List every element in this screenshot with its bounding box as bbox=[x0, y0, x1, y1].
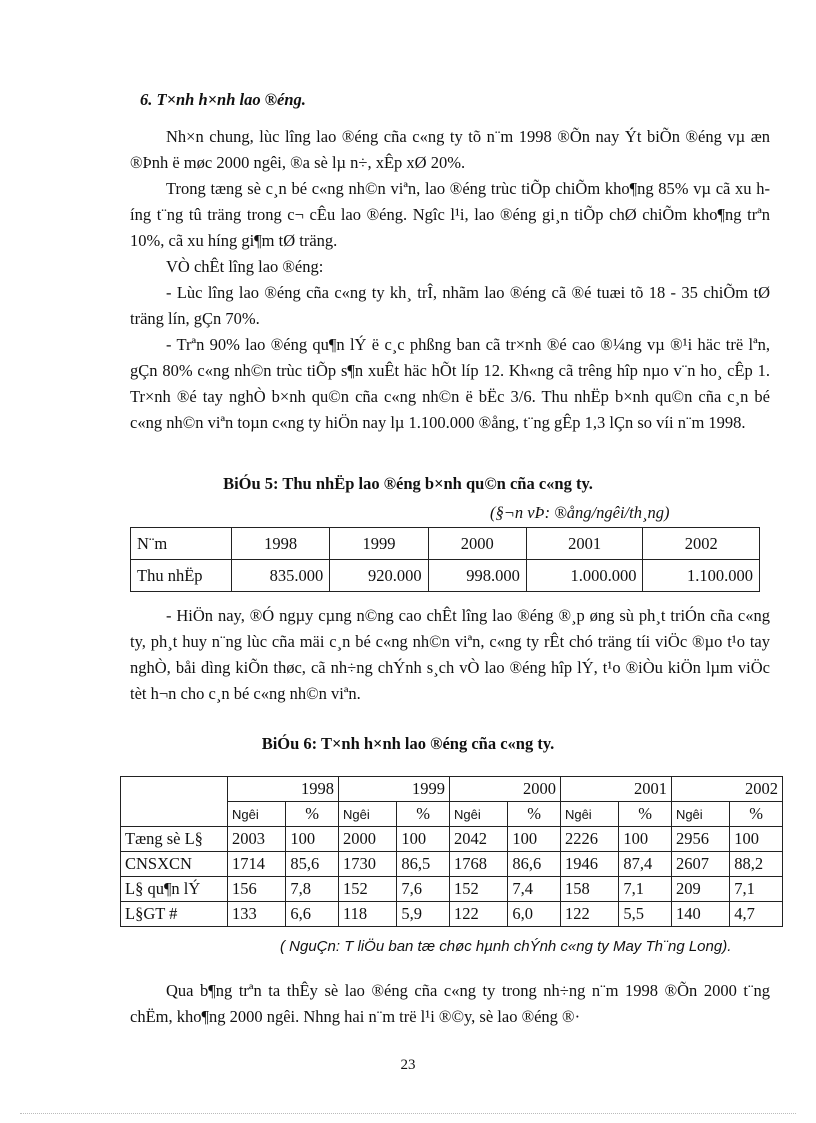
percent-subheader: % bbox=[397, 802, 450, 827]
data-cell: 2226 bbox=[560, 827, 618, 852]
income-cell: 1.000.000 bbox=[526, 560, 643, 592]
row-header-income: Thu nhËp bbox=[131, 560, 232, 592]
data-cell: 2607 bbox=[671, 852, 729, 877]
data-cell: 85,6 bbox=[286, 852, 339, 877]
table-row bbox=[121, 902, 783, 927]
table-row bbox=[121, 877, 783, 902]
data-cell: 152 bbox=[449, 877, 507, 902]
data-cell: 88,2 bbox=[730, 852, 783, 877]
data-cell: 122 bbox=[560, 902, 618, 927]
income-cell: 835.000 bbox=[232, 560, 330, 592]
year-cell: 2002 bbox=[671, 777, 782, 802]
table-row bbox=[131, 528, 760, 560]
income-cell: 998.000 bbox=[428, 560, 526, 592]
people-subheader: Ngêi bbox=[338, 802, 396, 827]
year-cell: 2000 bbox=[449, 777, 560, 802]
table-row bbox=[121, 777, 783, 802]
page-number: 23 bbox=[400, 1057, 416, 1073]
income-table bbox=[130, 527, 760, 592]
people-subheader: Ngêi bbox=[228, 802, 286, 827]
data-cell: 1714 bbox=[228, 852, 286, 877]
paragraph-7: Qua b¶ng trªn ta thÊy sè lao ®éng cña c«ng ty trong nh÷ng n¨m 1998 ®Õn 2000 t¨ng chËm, kho¶ng 2000 ngêi. Nhng hai n¨m trë l¹i ®©y, sè lao ®éng ®· bbox=[130, 981, 770, 1026]
data-cell: 7,4 bbox=[508, 877, 561, 902]
paragraph-2: Trong tæng sè c¸n bé c«ng nh©n viªn, lao ®éng trùc tiÕp chiÕm kho¶ng 85% vµ cã xu híng t¨ng tû träng trong c¬ cÊu lao ®éng. Ngîc l¹i, lao ®éng gi¸n tiÕp chØ chiÕm kho¶ng trªn 10%, cã xu híng gi¶m tØ träng. bbox=[130, 179, 770, 250]
paragraph-6: - HiÖn nay, ®Ó ngµy cµng n©ng cao chÊt lîng lao ®éng ®¸p øng sù ph¸t triÓn cña c«ng ty, ph¸t huy n¨ng lùc cña mäi c¸n bé c«ng nh©n viªn, c«ng ty rÊt chó träng tíi viÖc ®µo t¹o tay nghÒ, båi dìng kiÕn thøc, cã nh÷ng chÝnh s¸ch vÒ lao ®éng hîp lÝ, t¹o ®iÒu kiÖn lµm viÖc tèt h¬n cho c¸n bé c«ng nh©n viªn. bbox=[130, 606, 770, 703]
income-cell: 920.000 bbox=[330, 560, 428, 592]
data-cell: 86,6 bbox=[508, 852, 561, 877]
percent-subheader: % bbox=[730, 802, 783, 827]
labor-table bbox=[120, 776, 783, 927]
data-cell: 7,8 bbox=[286, 877, 339, 902]
year-cell: 2001 bbox=[526, 528, 643, 560]
data-cell: 7,6 bbox=[397, 877, 450, 902]
year-cell: 1999 bbox=[330, 528, 428, 560]
year-cell: 1998 bbox=[232, 528, 330, 560]
data-cell: 140 bbox=[671, 902, 729, 927]
data-cell: 100 bbox=[286, 827, 339, 852]
data-cell: 122 bbox=[449, 902, 507, 927]
data-cell: 158 bbox=[560, 877, 618, 902]
data-cell: 1730 bbox=[338, 852, 396, 877]
data-cell: 2003 bbox=[228, 827, 286, 852]
data-cell: 100 bbox=[397, 827, 450, 852]
row-label: Tæng sè L§ bbox=[121, 827, 228, 852]
data-cell: 2000 bbox=[338, 827, 396, 852]
data-cell: 6,0 bbox=[508, 902, 561, 927]
year-cell: 2002 bbox=[643, 528, 760, 560]
paragraph-3: VÒ chÊt lîng lao ®éng: bbox=[166, 257, 324, 276]
data-cell: 4,7 bbox=[730, 902, 783, 927]
corner-cell bbox=[121, 777, 228, 827]
data-cell: 7,1 bbox=[619, 877, 672, 902]
data-cell: 100 bbox=[730, 827, 783, 852]
paragraph-1: Nh×n chung, lùc lîng lao ®éng cña c«ng ty tõ n¨m 1998 ®Õn nay Ýt biÕn ®éng vµ æn ®Þnh ë møc 2000 ngêi, ®a sè lµ n÷, xÊp xØ 20%. bbox=[130, 127, 770, 172]
data-cell: 133 bbox=[228, 902, 286, 927]
people-subheader: Ngêi bbox=[671, 802, 729, 827]
data-cell: 209 bbox=[671, 877, 729, 902]
data-cell: 5,5 bbox=[619, 902, 672, 927]
data-cell: 7,1 bbox=[730, 877, 783, 902]
data-cell: 1768 bbox=[449, 852, 507, 877]
percent-subheader: % bbox=[286, 802, 339, 827]
table5-unit: (§¬n vÞ: ®ång/ngêi/th¸ng) bbox=[490, 503, 670, 522]
data-cell: 6,6 bbox=[286, 902, 339, 927]
data-cell: 5,9 bbox=[397, 902, 450, 927]
table6-caption: BiÓu 6: T×nh h×nh lao ®éng cña c«ng ty. bbox=[261, 734, 555, 753]
data-cell: 86,5 bbox=[397, 852, 450, 877]
data-cell: 156 bbox=[228, 877, 286, 902]
row-label: CNSXCN bbox=[121, 852, 228, 877]
table-row bbox=[121, 852, 783, 877]
table6-source: ( NguÇn: T liÖu ban tæ chøc hµnh chÝnh c«ng ty May Th¨ng Long). bbox=[280, 938, 732, 955]
page-bottom-divider bbox=[20, 1113, 796, 1114]
table-row bbox=[131, 560, 760, 592]
year-cell: 2000 bbox=[428, 528, 526, 560]
income-cell: 1.100.000 bbox=[643, 560, 760, 592]
percent-subheader: % bbox=[619, 802, 672, 827]
data-cell: 87,4 bbox=[619, 852, 672, 877]
data-cell: 118 bbox=[338, 902, 396, 927]
data-cell: 100 bbox=[619, 827, 672, 852]
people-subheader: Ngêi bbox=[449, 802, 507, 827]
row-header-year: N¨m bbox=[131, 528, 232, 560]
year-cell: 1999 bbox=[338, 777, 449, 802]
data-cell: 100 bbox=[508, 827, 561, 852]
table5-caption: BiÓu 5: Thu nhËp lao ®éng b×nh qu©n cña c«ng ty. bbox=[223, 474, 593, 493]
people-subheader: Ngêi bbox=[560, 802, 618, 827]
table-row bbox=[121, 827, 783, 852]
year-cell: 1998 bbox=[228, 777, 339, 802]
row-label: L§ qu¶n lÝ bbox=[121, 877, 228, 902]
section-heading: 6. T×nh h×nh lao ®éng. bbox=[140, 90, 306, 109]
data-cell: 2956 bbox=[671, 827, 729, 852]
paragraph-4: - Lùc lîng lao ®éng cña c«ng ty kh¸ trÎ, nhãm lao ®éng cã ®é tuæi tõ 18 - 35 chiÕm tØ träng lín, gÇn 70%. bbox=[130, 283, 770, 328]
row-label: L§GT # bbox=[121, 902, 228, 927]
data-cell: 1946 bbox=[560, 852, 618, 877]
year-cell: 2001 bbox=[560, 777, 671, 802]
data-cell: 2042 bbox=[449, 827, 507, 852]
data-cell: 152 bbox=[338, 877, 396, 902]
paragraph-5: - Trªn 90% lao ®éng qu¶n lÝ ë c¸c phßng ban cã tr×nh ®é cao ®¼ng vµ ®¹i häc trë lªn, gÇn 80% c«ng nh©n trùc tiÕp s¶n xuÊt häc hÕt líp 12. Kh«ng cã trêng hîp nµo v¨n ho¸ cÊp 1. Tr×nh ®é tay nghÒ b×nh qu©n cña c«ng nh©n ë bËc 3/6. Thu nhËp b×nh qu©n cña c¸n bé c«ng nh©n viªn toµn c«ng ty hiÖn nay lµ 1.100.000 ®ång, t¨ng gÊp 1,3 lÇn so víi n¨m 1998. bbox=[130, 335, 770, 432]
percent-subheader: % bbox=[508, 802, 561, 827]
